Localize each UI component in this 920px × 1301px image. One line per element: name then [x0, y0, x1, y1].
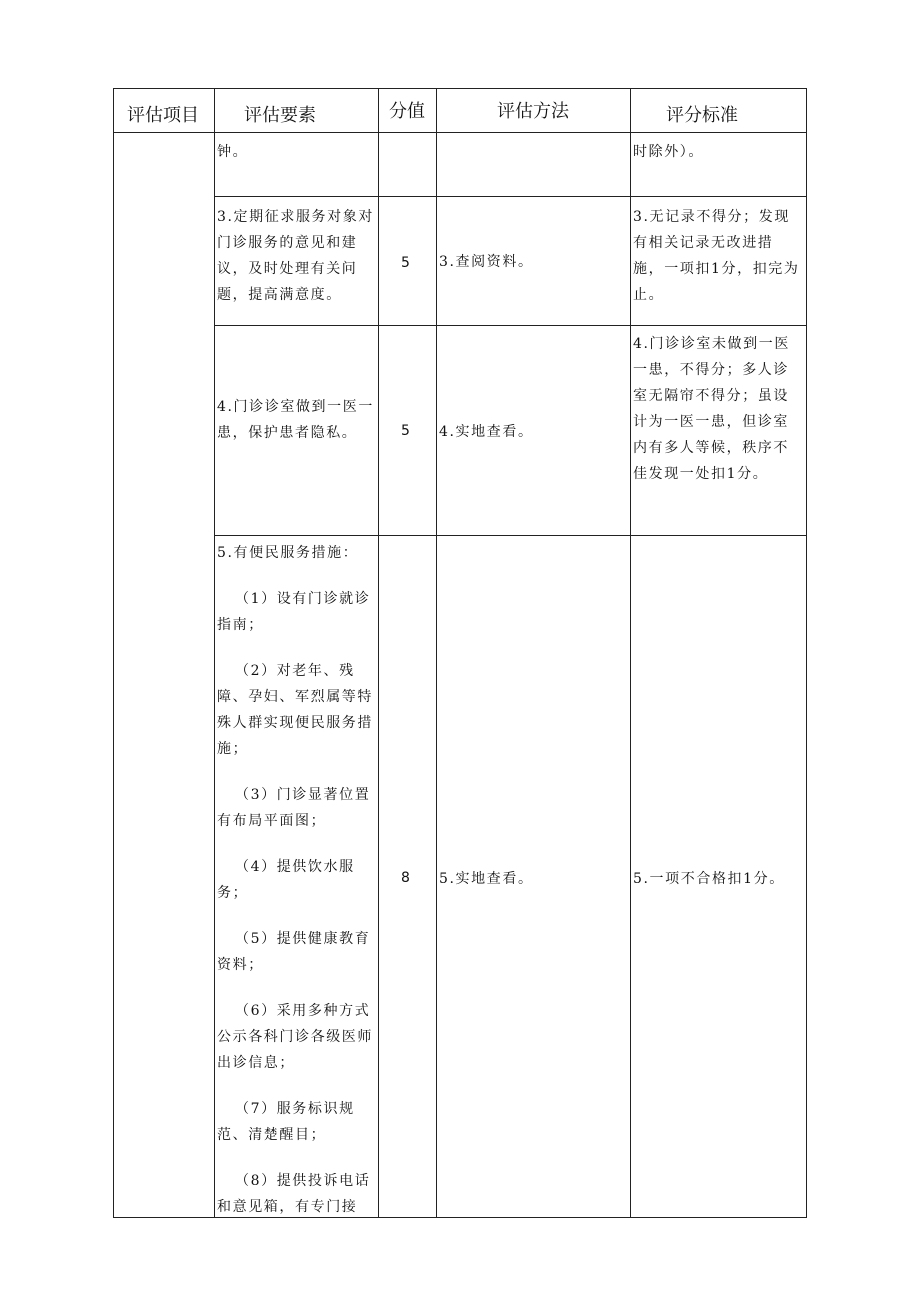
row-4-element-item: （8）提供投诉电话和意见箱，有专门接 [217, 1173, 371, 1215]
header-element: 评估要素 [244, 105, 316, 126]
row-4-element-item: （3）门诊显著位置有布局平面图； [217, 787, 371, 829]
row-3-method: 4.实地查看。 [439, 424, 534, 440]
column-divider [436, 89, 437, 1217]
column-divider [214, 89, 215, 1217]
row-4-element-title: 5.有便民服务措施： [217, 545, 359, 561]
row-4-score: 8 [401, 870, 410, 886]
row-2-method: 3.查阅资料。 [439, 254, 534, 270]
row-4-method: 5.实地查看。 [439, 871, 534, 887]
row-1-criteria: 时除外）。 [633, 144, 704, 160]
row-4-element-item: （4）提供饮水服务； [217, 859, 355, 901]
row-3-criteria: 4.门诊诊室未做到一医一患，不得分；多人诊室无隔帘不得分；虽设计为一医一患，但诊室内有多人等候，秩序不佳发现一处扣1分。 [633, 336, 790, 482]
evaluation-table [113, 88, 807, 1218]
header-score: 分值 [389, 101, 425, 122]
row-2-score: 5 [401, 255, 410, 271]
row-4-element-item: （6）采用多种方式公示各科门诊各级医师出诊信息； [217, 1003, 373, 1071]
row-2-element: 3.定期征求服务对象对门诊服务的意见和建议，及时处理有关问题，提高满意度。 [217, 209, 374, 303]
header-item: 评估项目 [127, 105, 199, 126]
row-4-element-item: （5）提供健康教育资料； [217, 931, 371, 973]
row-3-score: 5 [401, 423, 410, 439]
row-divider [214, 196, 806, 197]
row-3-element: 4.门诊诊室做到一医一患，保护患者隐私。 [217, 399, 374, 441]
row-4-element-item: （1）设有门诊就诊指南； [217, 591, 371, 633]
header-divider [114, 132, 806, 133]
row-4-element-item: （7）服务标识规范、清楚醒目； [217, 1101, 355, 1143]
header-criteria: 评分标准 [666, 105, 738, 126]
row-4-element [217, 540, 375, 1220]
row-divider [214, 535, 806, 536]
row-4-criteria: 5.一项不合格扣1分。 [633, 871, 785, 887]
column-divider [630, 89, 631, 1217]
row-4-element-item: （2）对老年、残障、孕妇、军烈属等特殊人群实现便民服务措施； [217, 663, 373, 757]
column-divider [378, 89, 379, 1217]
row-1-element: 钟。 [217, 144, 249, 160]
row-divider [214, 325, 806, 326]
header-method: 评估方法 [497, 101, 569, 122]
row-2-criteria: 3.无记录不得分；发现有相关记录无改进措施，一项扣1分，扣完为止。 [633, 209, 800, 303]
